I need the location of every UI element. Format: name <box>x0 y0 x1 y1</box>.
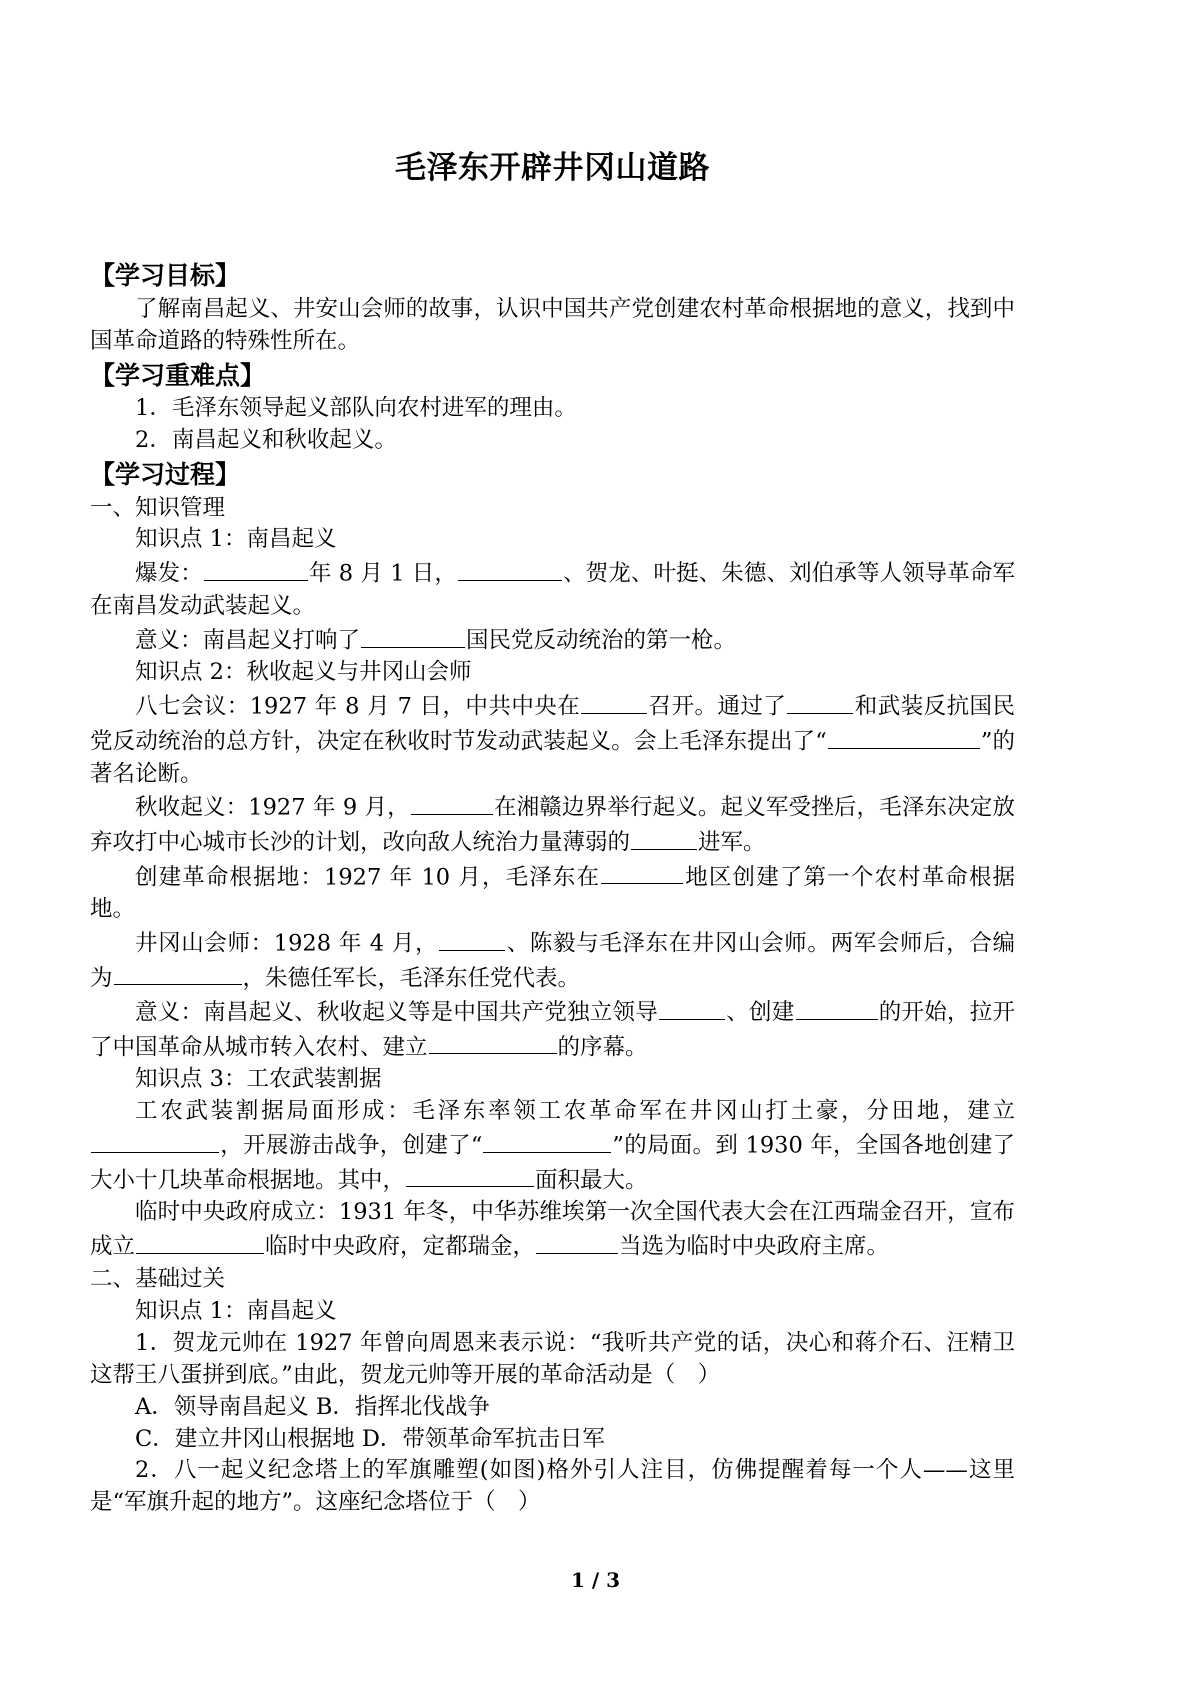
kp2-meet-text-b: 、陈毅与毛泽东在井冈山会师。两军会师后，合编为 <box>90 930 1015 992</box>
blank-field[interactable] <box>796 995 878 1020</box>
kp2-meeting-text-d: ”的著名论断。 <box>90 728 1015 787</box>
kp3-formation-line <box>90 1096 1015 1197</box>
kp2-sig-text-d: 的序幕。 <box>557 1034 648 1061</box>
exercise-question-1-options-cd[interactable]: C．建立井冈山根据地 D．带领革命军抗击日军 <box>135 1425 605 1452</box>
kp1-outbreak-text-a: 爆发： <box>135 561 203 588</box>
kp2-meet-text-c: ，朱德任军长，毛泽东任党代表。 <box>242 965 581 992</box>
blank-field[interactable] <box>361 623 465 648</box>
objectives-body: 了解南昌起义、井安山会师的故事，认识中国共产党创建农村革命根据地的意义，找到中国革命道路的特殊性所在。 <box>90 295 1015 354</box>
blank-field[interactable] <box>581 689 647 714</box>
kp3-gov-text-b: 临时中央政府，定都瑞金， <box>265 1233 536 1260</box>
kp2-august-meeting-line <box>90 689 1015 790</box>
blank-field[interactable] <box>439 926 505 951</box>
key-point-item-1: 1．毛泽东领导起义部队向农村进军的理由。 <box>135 395 577 422</box>
kp2-autumn-text-b: 在湘赣边界举行起义。起义军受挫后，毛泽东决定放弃攻打中心城市长沙的计划，改向敌人统治力量薄弱的 <box>90 795 1015 856</box>
kp1-meaning-text-a: 意义：南昌起义打响了 <box>135 627 361 654</box>
kp1-outbreak-line <box>90 556 1015 623</box>
kp3-provisional-government-line <box>90 1197 1015 1264</box>
exercise-question-2-stem: 2．八一起义纪念塔上的军旗雕塑(如图)格外引人注目，仿佛提醒着每一个人——这里是“军旗升起的地方”。这座纪念塔位于（ ） <box>90 1457 1015 1516</box>
page-number-footer: 1 / 3 <box>570 1568 621 1592</box>
kp3-form-text-c: ”的局面。到 1930 年，全国各地创建了大小十几块革命根据地。其中， <box>90 1132 1015 1194</box>
blank-field[interactable] <box>787 689 853 714</box>
section-heading-key-points: 【学习重难点】 <box>90 360 266 390</box>
knowledge-point-1-title: 知识点 1：南昌起义 <box>135 526 337 553</box>
key-point-item-2: 2．南昌起义和秋收起义。 <box>135 427 397 454</box>
kp3-gov-text-c: 当选为临时中央政府主席。 <box>619 1233 890 1260</box>
kp2-base-area-line <box>90 860 1015 927</box>
section-heading-process: 【学习过程】 <box>90 460 241 490</box>
blank-field[interactable] <box>114 961 242 986</box>
kp2-base-text-b: 地区创建了第一个农村革命根据地。 <box>90 864 1015 923</box>
blank-field[interactable] <box>91 1128 219 1153</box>
blank-field[interactable] <box>631 825 697 850</box>
kp2-meeting-text-b: 召开。通过了 <box>648 694 787 721</box>
kp1-outbreak-text-b: 年 8 月 1 日， <box>308 561 457 588</box>
kp1-meaning-line <box>90 623 1015 658</box>
blank-field[interactable] <box>411 790 493 815</box>
kp2-sig-text-a: 意义：南昌起义、秋收起义等是中国共产党独立领导 <box>135 999 659 1026</box>
blank-field[interactable] <box>429 1030 557 1055</box>
section-heading-objectives: 【学习目标】 <box>90 261 241 291</box>
kp2-autumn-text-c: 进军。 <box>698 829 766 856</box>
blank-field[interactable] <box>204 556 308 581</box>
blank-field[interactable] <box>536 1229 618 1254</box>
blank-field[interactable] <box>136 1229 264 1254</box>
knowledge-point-3-title: 知识点 3：工农武装割据 <box>135 1066 382 1093</box>
exercise-question-1-options-ab[interactable]: A．领导南昌起义 B．指挥北伐战争 <box>135 1393 490 1420</box>
process-part-one-heading: 一、知识管理 <box>90 494 226 521</box>
blank-field[interactable] <box>601 860 683 885</box>
kp2-sig-text-c: 的开始，拉开了中国革命从城市转入农村、建立 <box>90 999 1015 1061</box>
blank-field[interactable] <box>483 1128 611 1153</box>
blank-field[interactable] <box>659 995 725 1020</box>
kp3-form-text-a: 工农武装割据局面形成：毛泽东率领工农革命军在井冈山打土豪，分田地，建立 <box>135 1098 1015 1125</box>
page-content <box>90 0 1015 1519</box>
kp2-jinggangshan-meeting-line <box>90 926 1015 995</box>
kp3-form-text-d: 面积最大。 <box>535 1167 648 1194</box>
blank-field[interactable] <box>828 724 980 749</box>
kp3-form-text-b: ，开展游击战争，创建了“ <box>220 1132 483 1159</box>
kp2-meet-text-a: 井冈山会师：1928 年 4 月， <box>135 930 439 957</box>
kp2-autumn-uprising-line <box>90 790 1015 859</box>
blank-field[interactable] <box>458 556 562 581</box>
kp2-base-text-a: 创建革命根据地：1927 年 10 月，毛泽东在 <box>135 864 601 891</box>
kp2-meeting-text-c: 和武装反抗国民党反动统治的总方针，决定在秋收时节发动武装起义。会上毛泽东提出了“ <box>90 694 1015 755</box>
page-title: 毛泽东开辟井冈山道路 <box>395 150 710 186</box>
kp2-sig-text-b: 、创建 <box>726 999 795 1026</box>
kp2-meeting-text-a: 八七会议：1927 年 8 月 7 日，中共中央在 <box>135 694 581 721</box>
kp2-significance-line <box>90 995 1015 1064</box>
exercise-question-1-stem: 1．贺龙元帅在 1927 年曾向周恩来表示说：“我听共产党的话，决心和蒋介石、汪精卫这帮王八蛋拼到底。”由此，贺龙元帅等开展的革命活动是（ ） <box>90 1329 1015 1388</box>
exercise-knowledge-point-1-title: 知识点 1：南昌起义 <box>135 1297 337 1324</box>
blank-field[interactable] <box>406 1163 534 1188</box>
knowledge-point-2-title: 知识点 2：秋收起义与井冈山会师 <box>135 659 472 686</box>
title-spacer <box>90 188 1015 258</box>
process-part-two-heading: 二、基础过关 <box>90 1265 226 1292</box>
kp1-outbreak-text-c: 、贺龙、叶挺、朱德、刘伯承等人领导革命军在南昌发动武装起义。 <box>90 561 1015 619</box>
kp2-autumn-text-a: 秋收起义：1927 年 9 月， <box>135 795 410 822</box>
kp1-meaning-text-b: 国民党反动统治的第一枪。 <box>466 627 737 654</box>
kp3-gov-text-a: 临时中央政府成立：1931 年冬，中华苏维埃第一次全国代表大会在江西瑞金召开，宣布成立 <box>90 1199 1015 1260</box>
